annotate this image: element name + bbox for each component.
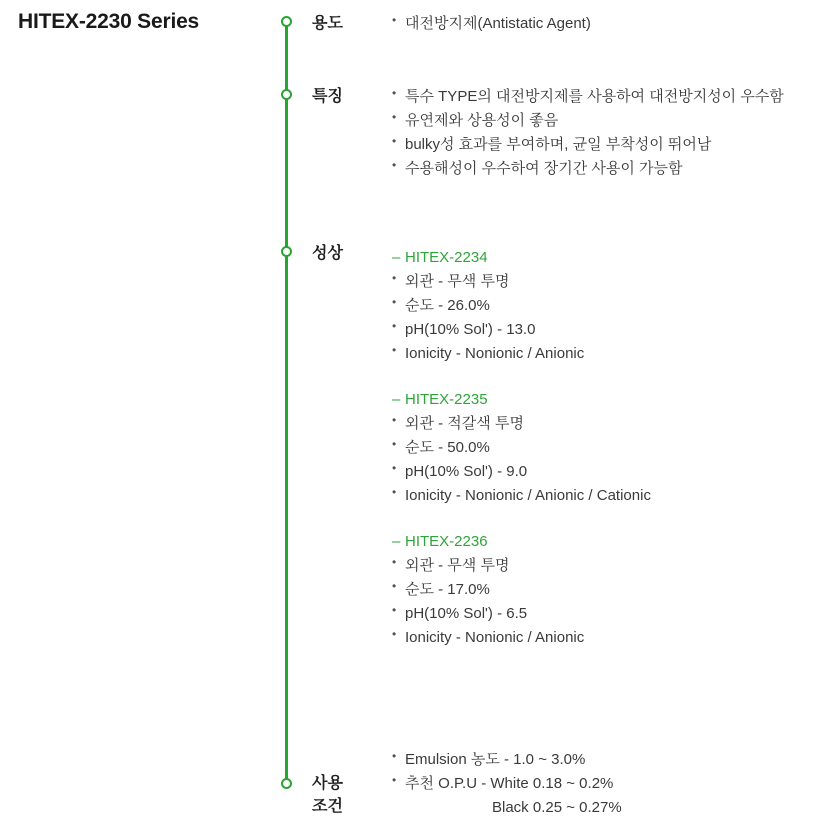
list-item: • 유연제와 상용성이 좋음: [392, 109, 784, 133]
list-item: • pH(10% Sol') - 13.0: [392, 318, 651, 342]
list-item: • 수용해성이 우수하여 장기간 사용이 가능함: [392, 157, 784, 181]
section-label-properties: 성상: [312, 245, 343, 262]
list-item: • 외관 - 적갈색 투명: [392, 412, 651, 436]
page-title: HITEX-2230 Series: [18, 10, 200, 33]
timeline-node-properties: [281, 246, 292, 257]
list-item: • 대전방지제(Antistatic Agent): [392, 12, 591, 36]
section-content-usage: [392, 12, 591, 36]
section-label-features: 특징: [312, 88, 343, 105]
section-label-conditions: [312, 772, 382, 818]
list-item: • 순도 - 17.0%: [392, 578, 651, 602]
list-item: • pH(10% Sol') - 6.5: [392, 602, 651, 626]
list-item: • 외관 - 무색 투명: [392, 270, 651, 294]
section-label-conditions-line2: 조건: [312, 798, 343, 816]
list-item: • 특수 TYPE의 대전방지제를 사용하여 대전방지성이 우수함: [392, 85, 784, 109]
section-label-conditions-line1: 사용: [312, 775, 343, 792]
list-item: • bulky성 효과를 부여하며, 균일 부착성이 뛰어남: [392, 133, 784, 157]
section-content-features: [392, 85, 784, 181]
product-group-heading: – HITEX-2234: [392, 246, 651, 270]
product-group-2235: [392, 388, 651, 508]
timeline-node-features: [281, 89, 292, 100]
section-content-properties: [392, 242, 651, 650]
list-item: • Emulsion 농도 - 1.0 ~ 3.0%: [392, 748, 622, 772]
list-item: Black 0.25 ~ 0.27%: [492, 799, 622, 816]
list-item: • 순도 - 26.0%: [392, 294, 651, 318]
timeline-axis: [285, 20, 288, 784]
product-group-heading: – HITEX-2235: [392, 388, 651, 412]
list-item: • Ionicity - Nonionic / Anionic: [392, 342, 651, 366]
list-item: • 외관 - 무색 투명: [392, 554, 651, 578]
list-item: • Ionicity - Nonionic / Anionic: [392, 626, 651, 650]
product-group-2234: [392, 246, 651, 366]
list-item: • pH(10% Sol') - 9.0: [392, 460, 651, 484]
section-content-conditions: [392, 748, 622, 820]
timeline-node-usage: [281, 16, 292, 27]
product-group-2236: [392, 530, 651, 650]
list-item: • 순도 - 50.0%: [392, 436, 651, 460]
section-label-usage: 용도: [312, 15, 343, 32]
timeline-node-conditions: [281, 778, 292, 789]
list-item: • Ionicity - Nonionic / Anionic / Cationic: [392, 484, 651, 508]
list-item: • 추천 O.P.U - White 0.18 ~ 0.2%: [392, 772, 622, 796]
product-group-heading: – HITEX-2236: [392, 530, 651, 554]
